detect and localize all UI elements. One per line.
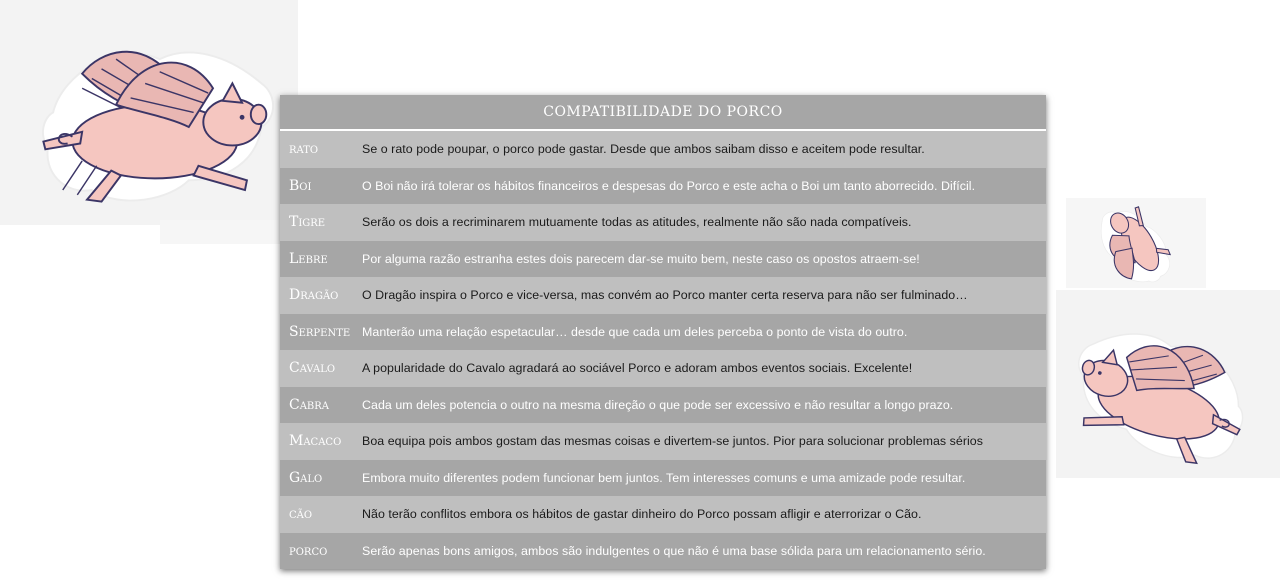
compatibility-description: Por alguma razão estranha estes dois parecem dar-se muito bem, neste caso os opostos atraem-se! (362, 251, 920, 266)
compatibility-description: A popularidade do Cavalo agradará ao sociável Porco e adoram ambos eventos sociais. Excelente! (362, 361, 913, 376)
flying-pig-icon (24, 32, 276, 222)
compatibility-description: Boa equipa pois ambos gostam das mesmas coisas e divertem-se juntos. Pior para solucionar problemas sérios (362, 434, 983, 449)
sign-label: Boi (289, 177, 312, 194)
compatibility-description: Manterão uma relação espetacular… desde que cada um deles perceba o ponto de vista do outro. (362, 324, 908, 339)
sign-label: Macaco (289, 433, 342, 450)
table-row (280, 277, 1046, 314)
flying-pig-sticker-right-small (1088, 198, 1184, 298)
table-row (280, 204, 1046, 241)
compatibility-description: Cada um deles potencia o outro na mesma direção o que pode ser excessivo e não resultar a longo prazo. (362, 397, 954, 412)
compatibility-description: Serão apenas bons amigos, ambos são indulgentes o que não é uma base sólida para um relacionamento sério. (362, 543, 986, 558)
sign-label: cão (289, 506, 313, 523)
sign-label: rato (289, 141, 319, 158)
sticker-background-left-shadow (160, 220, 280, 244)
table-body (280, 131, 1046, 569)
compatibility-description: O Boi não irá tolerar os hábitos financeiros e despesas do Porco e este acha o Boi um tanto aborrecido. Difícil. (362, 178, 976, 193)
sign-label: Cavalo (289, 360, 336, 377)
flying-pig-icon (1072, 185, 1200, 311)
table-row (280, 533, 1046, 570)
table-row (280, 460, 1046, 497)
table-row (280, 168, 1046, 205)
sign-label: Lebre (289, 250, 328, 267)
table-row (280, 131, 1046, 168)
sign-label: Dragão (289, 287, 339, 304)
compatibility-table (280, 95, 1046, 569)
compatibility-description: O Dragão inspira o Porco e vice-versa, mas convém ao Porco manter certa reserva para não ser fulminado… (362, 288, 968, 303)
table-row (280, 241, 1046, 278)
table-row (280, 350, 1046, 387)
table-title: COMPATIBILIDADE DO PORCO (543, 104, 783, 120)
flying-pig-icon (1054, 300, 1277, 496)
table-row (280, 496, 1046, 533)
flying-pig-sticker-right (1070, 322, 1260, 474)
table-header (280, 95, 1046, 131)
table-row (280, 387, 1046, 424)
compatibility-description: Se o rato pode poupar, o porco pode gastar. Desde que ambos saibam disso e aceitem pode resultar. (362, 142, 925, 157)
sign-label: Serpente (289, 323, 351, 340)
compatibility-description: Serão os dois a recriminarem mutuamente todas as atitudes, realmente não são nada compatíveis. (362, 215, 912, 230)
sign-label: porco (289, 542, 328, 559)
sign-label: Cabra (289, 396, 330, 413)
table-row (280, 423, 1046, 460)
sign-label: Galo (289, 469, 323, 486)
compatibility-description: Embora muito diferentes podem funcionar bem juntos. Tem interesses comuns e uma amizade pode resultar. (362, 470, 966, 485)
sign-label: Tigre (289, 214, 326, 231)
table-row (280, 314, 1046, 351)
flying-pig-sticker-left (24, 32, 276, 222)
compatibility-description: Não terão conflitos embora os hábitos de gastar dinheiro do Porco possam afligir e aterrorizar o Cão. (362, 507, 922, 522)
